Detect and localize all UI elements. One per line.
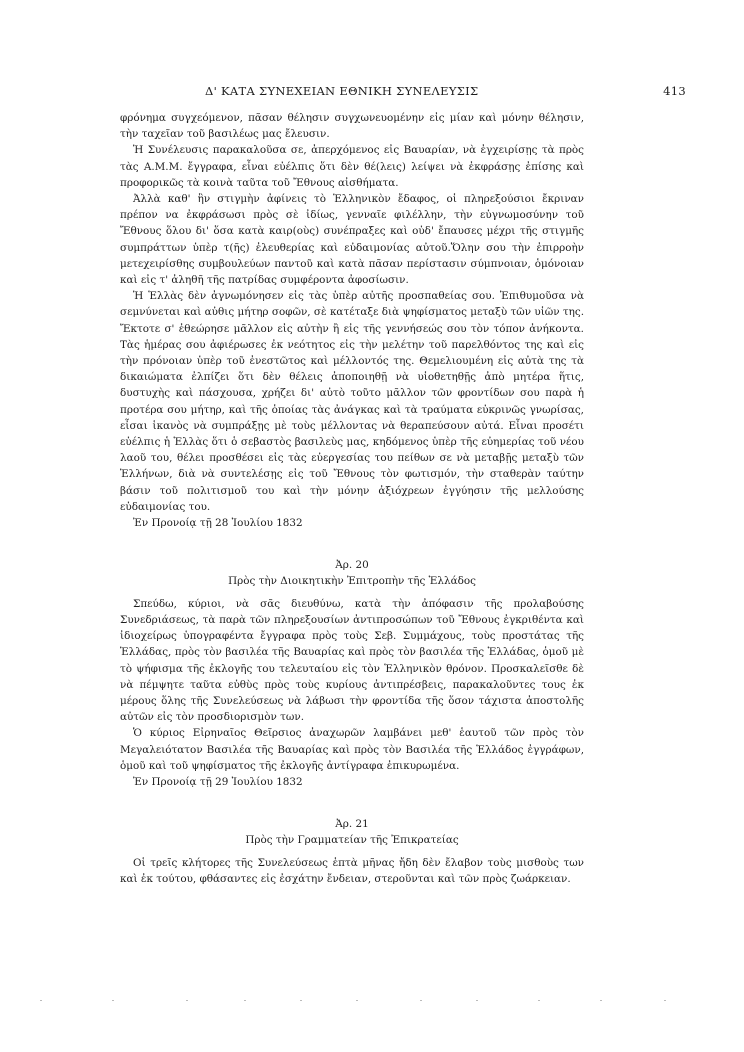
date-line: Ἐν Προνοίᾳ τῇ 29 Ἰουλίου 1832 bbox=[133, 775, 303, 788]
document-number: Ἀρ. 20 bbox=[335, 559, 369, 572]
document-recipient: Πρὸς τὴν Διοικητικὴν Ἐπιτροπὴν τῆς Ἑλλάδος bbox=[228, 575, 476, 588]
document-number: Ἀρ. 21 bbox=[335, 818, 369, 831]
running-title: Δ' ΚΑΤΑ ΣΥΝΕΧΕΙΑΝ ΕΘΝΙΚΗ ΣΥΝΕΛΕΥΣΙΣ bbox=[205, 84, 479, 98]
paragraph: Ἡ Συνέλευσις παρακαλοῦσα σε, ἀπερχόμενος εἰς Βαυαρίαν, νὰ ἐγχειρίσῃς τὰ πρὸς τὰς Α.Μ.Μ. ἔγγραφα, εἶναι εὐέλπις ὅτι δὲν θέ(λεις) λείψει νὰ ἐκφράσῃς ἐπίσης καὶ προφορικῶς τὰ κοινὰ ταῦτα τοῦ Ἔθνους αἰσθήματα. bbox=[120, 144, 584, 189]
page-number: 413 bbox=[663, 84, 686, 98]
paragraph: Σπεύδω, κύριοι, νὰ σᾶς διευθύνω, κατὰ τὴν ἀπόφασιν τῆς προλαβούσης Συνεδριάσεως, τὰ παρὰ τῶν πληρεξουσίων ἀντιπροσώπων τοῦ Ἔθνους ἐγκριθέντα καὶ ἰδιοχείρως ὑπογραφέντα ἔγγραφα πρὸς τοὺς Σεβ. Συμμάχους, τοὺς προστάτας τῆς Ἑλλάδας, πρὸς τὸν βασιλέα τῆς Βαυαρίας καὶ πρὸς τὸν βασιλέα τῆς Ἑλλάδας, ὁμοῦ μὲ τὸ ψήφισμα τῆς ἐκλογῆς του τελευταίου εἰς τὸν Ἑλληνικὸν θρόνον. Προσκαλεῖσθε δὲ νὰ πέμψητε ταῦτα εὐθὺς πρὸς τοὺς κυρίους ἀντιπρέσβεις, παρακαλοῦντες τους ἐκ μέρους ὅλης τῆς Συνελεύσεως νὰ λάβωσι τὴν φροντίδα τῆς ὅσον τάχιστα ἀποστολῆς αὐτῶν εἰς τὸν προσδιορισμὸν των. bbox=[120, 597, 584, 724]
paragraph-continuation: φρόνημα συγχεόμενον, πᾶσαν θέλησιν συγχωνευομένην εἰς μίαν καὶ μόνην θέλησιν, τὴν ταχεῖαν τοῦ βασιλέως μας ἔλευσιν. bbox=[120, 112, 584, 141]
paragraph: Ἡ Ἑλλὰς δὲν ἀγνωμόνησεν εἰς τὰς ὑπὲρ αὐτῆς προσπαθείας σου. Ἐπιθυμοῦσα νὰ σεμνύνεται καὶ αὐθις μήτηρ σοφῶν, σὲ κατέταξε διὰ ψηφίσματος μεταξὺ τῶν υἱῶν της. Ἔκτοτε σ' ἐθεώρησε μᾶλλον εἰς αὐτὴν ἢ εἰς τῆς γεννήσεώς σου τὸν τόπον ἀνήκοντα. Τὰς ἡμέρας σου ἀφιέρωσες ἐκ νεότητος εἰς τὴν μελέτην τοῦ παρελθόντος της καὶ εἰς τὴν πρόνοιαν ὑπὲρ τοῦ ἐνεστῶτος καὶ μέλλοντός της. Θεμελιουμένη εἰς αὐτὰ της τὰ δικαιώματα ἐλπίζει ὅτι δὲν θέλεις ἀποποιηθῇ νὰ υἱοθετηθῇς ἀπὸ μητέρα ἥτις, δυστυχὴς καὶ πάσχουσα, χρήζει δι' αὐτὸ τοῦτο μᾶλλον τῶν φροντίδων σου παρὰ ἡ προτέρα σου μήτηρ, καὶ τῆς ὁποίας τὰς ἀνάγκας καὶ τὰ τραύματα εὐκρινῶς γνωρίσας, εἶσαι ἱκανὸς νὰ συμπράξῃς μὲ τοὺς μέλλοντας νὰ θεραπεύσουν αὐτά. Εἶναι προσέτι εὐέλπις ἡ Ἑλλὰς ὅτι ὁ σεβαστὸς βασιλεὺς μας, κηδόμενος ὑπὲρ τῆς εὐημερίας τοῦ νέου λαοῦ του, θέλει προσθέσει εἰς τὰς εὐεργεσίας του πείθων σε νὰ μεταβῇς μεταξὺ τῶν Ἑλλήνων, διὰ νὰ συντελέσῃς εἰς τοῦ Ἔθνους τὸν φωτισμόν, τὴν σταθερὰν ταύτην βάσιν τοῦ πολιτισμοῦ του καὶ τὴν μόνην ἀξιόχρεων ἐγγύησιν τῆς μελλούσης εὐδαιμονίας του. bbox=[120, 290, 584, 513]
paragraph: Οἱ τρεῖς κλήτορες τῆς Συνελεύσεως ἑπτὰ μῆνας ἤδη δὲν ἔλαβον τοὺς μισθοὺς των καὶ ἐκ τούτου, φθάσαντες εἰς ἐσχάτην ἔνδειαν, στεροῦνται καὶ τῶν πρὸς ζωάρκειαν. bbox=[120, 856, 584, 885]
paragraph: Ὁ κύριος Εἰρηναῖος Θεῖρσιος ἀναχωρῶν λαμβάνει μεθ' ἑαυτοῦ τῶν πρὸς τὸν Μεγαλειότατον Βασιλέα τῆς Βαυαρίας καὶ πρὸς τὸν Βασιλέα τῆς Ἑλλάδος ἐγγράφων, ὁμοῦ καὶ τοῦ ψηφίσματος τῆς ἐκλογῆς ἀντίγραφα ἐπικυρωμένα. bbox=[120, 727, 584, 772]
date-line: Ἐν Προνοίᾳ τῇ 28 Ἰουλίου 1832 bbox=[133, 517, 303, 530]
paragraph: Ἀλλὰ καθ' ἣν στιγμὴν ἀφίνεις τὸ Ἑλληνικὸν ἔδαφος, οἱ πληρεξούσιοι ἔκριναν πρέπον να ἐκφράσωσι πρὸς σὲ ἰδίως, γενναῖε φιλέλλην, τὴν εὐγνωμοσύνην τοῦ Ἔθνους ὅλου δι' ὅσα κατὰ καιρ(οὺς) συνέπραξες καὶ οὐδ' ἔπαυσες μέχρι τῆς στιγμῆς συμπράττων ὑπὲρ τ(ῆς) ἐλευθερίας καὶ εὐδαιμονίας αὐτοῦ.Ὅλην σου τὴν ἐπιρροὴν μετεχειρίσθης συμβουλεύων παντοῦ καὶ κατὰ πᾶσαν περίστασιν σύμπνοιαν, ὁμόνοιαν καὶ εἰς τ' ἀληθῆ τῆς πατρίδας συμφέροντα ἀφοσίωσιν. bbox=[120, 193, 584, 287]
page-body bbox=[120, 110, 584, 887]
scan-noise bbox=[0, 1000, 744, 1004]
document-recipient: Πρὸς τὴν Γραμματείαν τῆς Ἐπικρατείας bbox=[245, 834, 459, 847]
